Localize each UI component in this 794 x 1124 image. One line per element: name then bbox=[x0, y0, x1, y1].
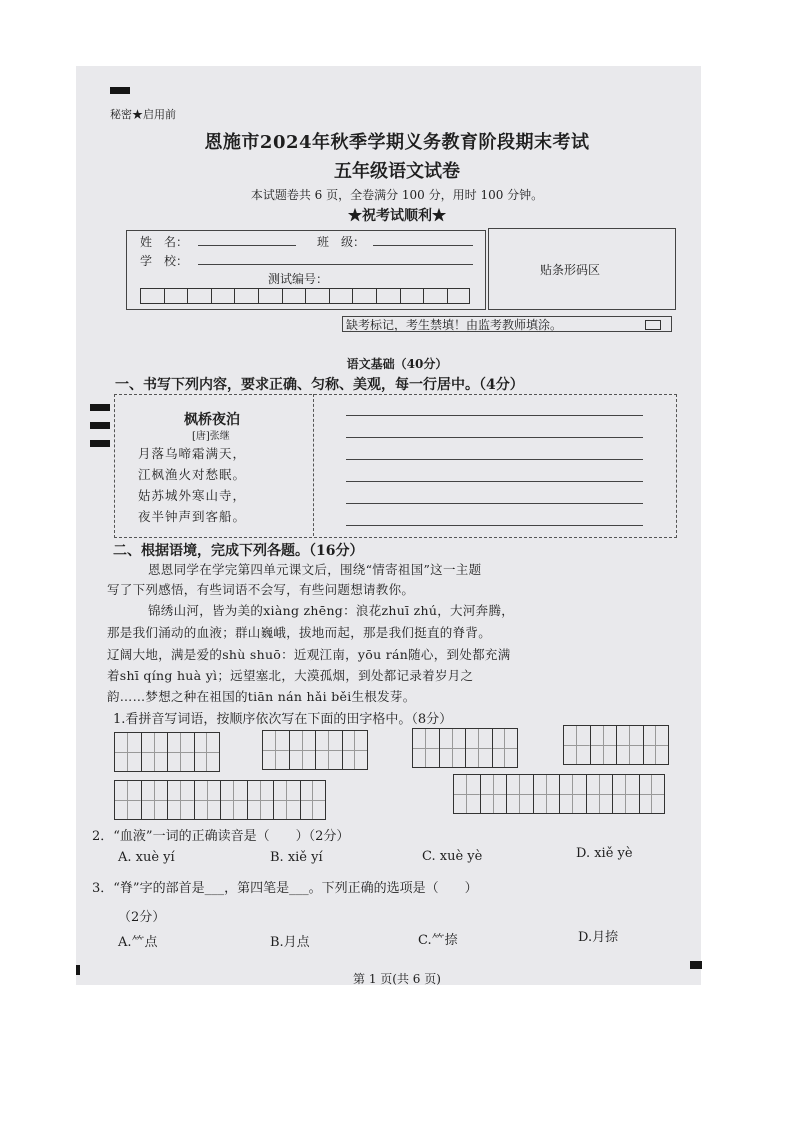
tianzige-grid[interactable] bbox=[114, 732, 220, 772]
exam-wish: ★祝考试顺利★ bbox=[348, 208, 446, 224]
poem-line: 夜半钟声到客船。 bbox=[138, 509, 247, 524]
writing-line[interactable] bbox=[346, 415, 643, 416]
option-a[interactable]: A.⺮点 bbox=[118, 935, 158, 950]
passage-line: 辽阔大地，满是爱的shù shuō：近观江南，yōu rán随心，到处都充满 bbox=[107, 647, 511, 662]
poem-line: 江枫渔火对愁眠。 bbox=[138, 467, 247, 482]
option-c[interactable]: C.⺮捺 bbox=[418, 933, 458, 948]
registration-mark bbox=[690, 961, 702, 969]
q2-sub3: 3．“脊”字的部首是___，第四笔是___。下列正确的选项是（ ） bbox=[92, 881, 478, 896]
option-a[interactable]: A. xuè yí bbox=[118, 850, 175, 865]
option-b[interactable]: B.月点 bbox=[270, 935, 310, 950]
registration-mark bbox=[110, 87, 130, 94]
tianzige-grid[interactable] bbox=[453, 774, 665, 814]
secret-label: 秘密★启用前 bbox=[110, 108, 176, 121]
option-b[interactable]: B. xiě yí bbox=[270, 850, 323, 865]
poem-title: 枫桥夜泊 bbox=[184, 412, 240, 428]
exam-subtitle: 五年级语文试卷 bbox=[334, 161, 460, 182]
name-label: 姓 名： bbox=[140, 235, 189, 249]
writing-line[interactable] bbox=[346, 481, 643, 482]
q2-sub2: 2．“血液”一词的正确读音是（ ）（2分） bbox=[92, 829, 350, 844]
id-label: 测试编号： bbox=[268, 272, 329, 286]
barcode-label: 贴条形码区 bbox=[540, 263, 601, 277]
exam-title: 恩施市2024年秋季学期义务教育阶段期末考试 bbox=[204, 132, 590, 153]
poem-author: [唐]张继 bbox=[192, 431, 230, 442]
school-label: 学 校： bbox=[140, 254, 189, 268]
q2-intro-line: 写了下列感悟，有些词语不会写，有些问题想请教你。 bbox=[107, 582, 415, 597]
q2-title: 二、根据语境，完成下列各题。（16分） bbox=[113, 543, 364, 559]
section-title: 语文基础（40分） bbox=[346, 357, 448, 371]
name-field[interactable] bbox=[198, 245, 296, 246]
poem-divider bbox=[313, 394, 314, 536]
option-c[interactable]: C. xuè yè bbox=[422, 849, 483, 864]
exam-info: 本试题卷共 6 页，全卷满分 100 分，用时 100 分钟。 bbox=[250, 188, 544, 202]
passage-line: 那是我们涌动的血液；群山巍峨，拔地而起，那是我们挺直的脊背。 bbox=[107, 625, 492, 640]
class-label: 班 级： bbox=[317, 235, 366, 249]
passage-line: 锦绣山河，皆为美的xiàng zhēng：浪花zhuī zhú，大河奔腾， bbox=[148, 603, 515, 618]
school-field[interactable] bbox=[198, 264, 473, 265]
absent-note-text: 缺考标记，考生禁填！由监考教师填涂。 bbox=[346, 318, 563, 332]
tianzige-grid[interactable] bbox=[114, 780, 326, 820]
q2-intro-line: 恩恩同学在学完第四单元课文后，围绕“情寄祖国”这一主题 bbox=[148, 562, 482, 577]
q2-sub1: 1.看拼音写词语，按顺序依次写在下面的田字格中。（8分） bbox=[113, 712, 453, 727]
passage-line: 韵……梦想之种在祖国的tiān nán hǎi běi生根发芽。 bbox=[107, 689, 416, 704]
absent-note bbox=[342, 316, 672, 332]
option-d[interactable]: D.月捺 bbox=[578, 930, 619, 945]
writing-line[interactable] bbox=[346, 437, 643, 438]
poem-line: 姑苏城外寒山寺， bbox=[138, 488, 247, 503]
writing-line[interactable] bbox=[346, 459, 643, 460]
q2-sub3-points: （2分） bbox=[118, 910, 166, 925]
page-footer: 第 1 页(共 6 页) bbox=[353, 972, 441, 986]
class-field[interactable] bbox=[373, 245, 473, 246]
q1-title: 一、书写下列内容，要求正确、匀称、美观，每一行居中。（4分） bbox=[115, 377, 524, 393]
id-cells[interactable] bbox=[140, 288, 470, 304]
absent-checkbox[interactable] bbox=[645, 320, 661, 330]
option-d[interactable]: D. xiě yè bbox=[576, 846, 633, 861]
registration-mark bbox=[90, 440, 110, 447]
tianzige-grid[interactable] bbox=[563, 725, 669, 765]
writing-line[interactable] bbox=[346, 525, 643, 526]
poem-line: 月落乌啼霜满天， bbox=[138, 446, 247, 461]
tianzige-grid[interactable] bbox=[262, 730, 368, 770]
writing-line[interactable] bbox=[346, 503, 643, 504]
registration-mark bbox=[90, 422, 110, 429]
passage-line: 着shī qíng huà yì；远望塞北，大漠孤烟，到处都记录着岁月之 bbox=[107, 668, 474, 683]
tianzige-grid[interactable] bbox=[412, 728, 518, 768]
registration-mark bbox=[90, 404, 110, 411]
